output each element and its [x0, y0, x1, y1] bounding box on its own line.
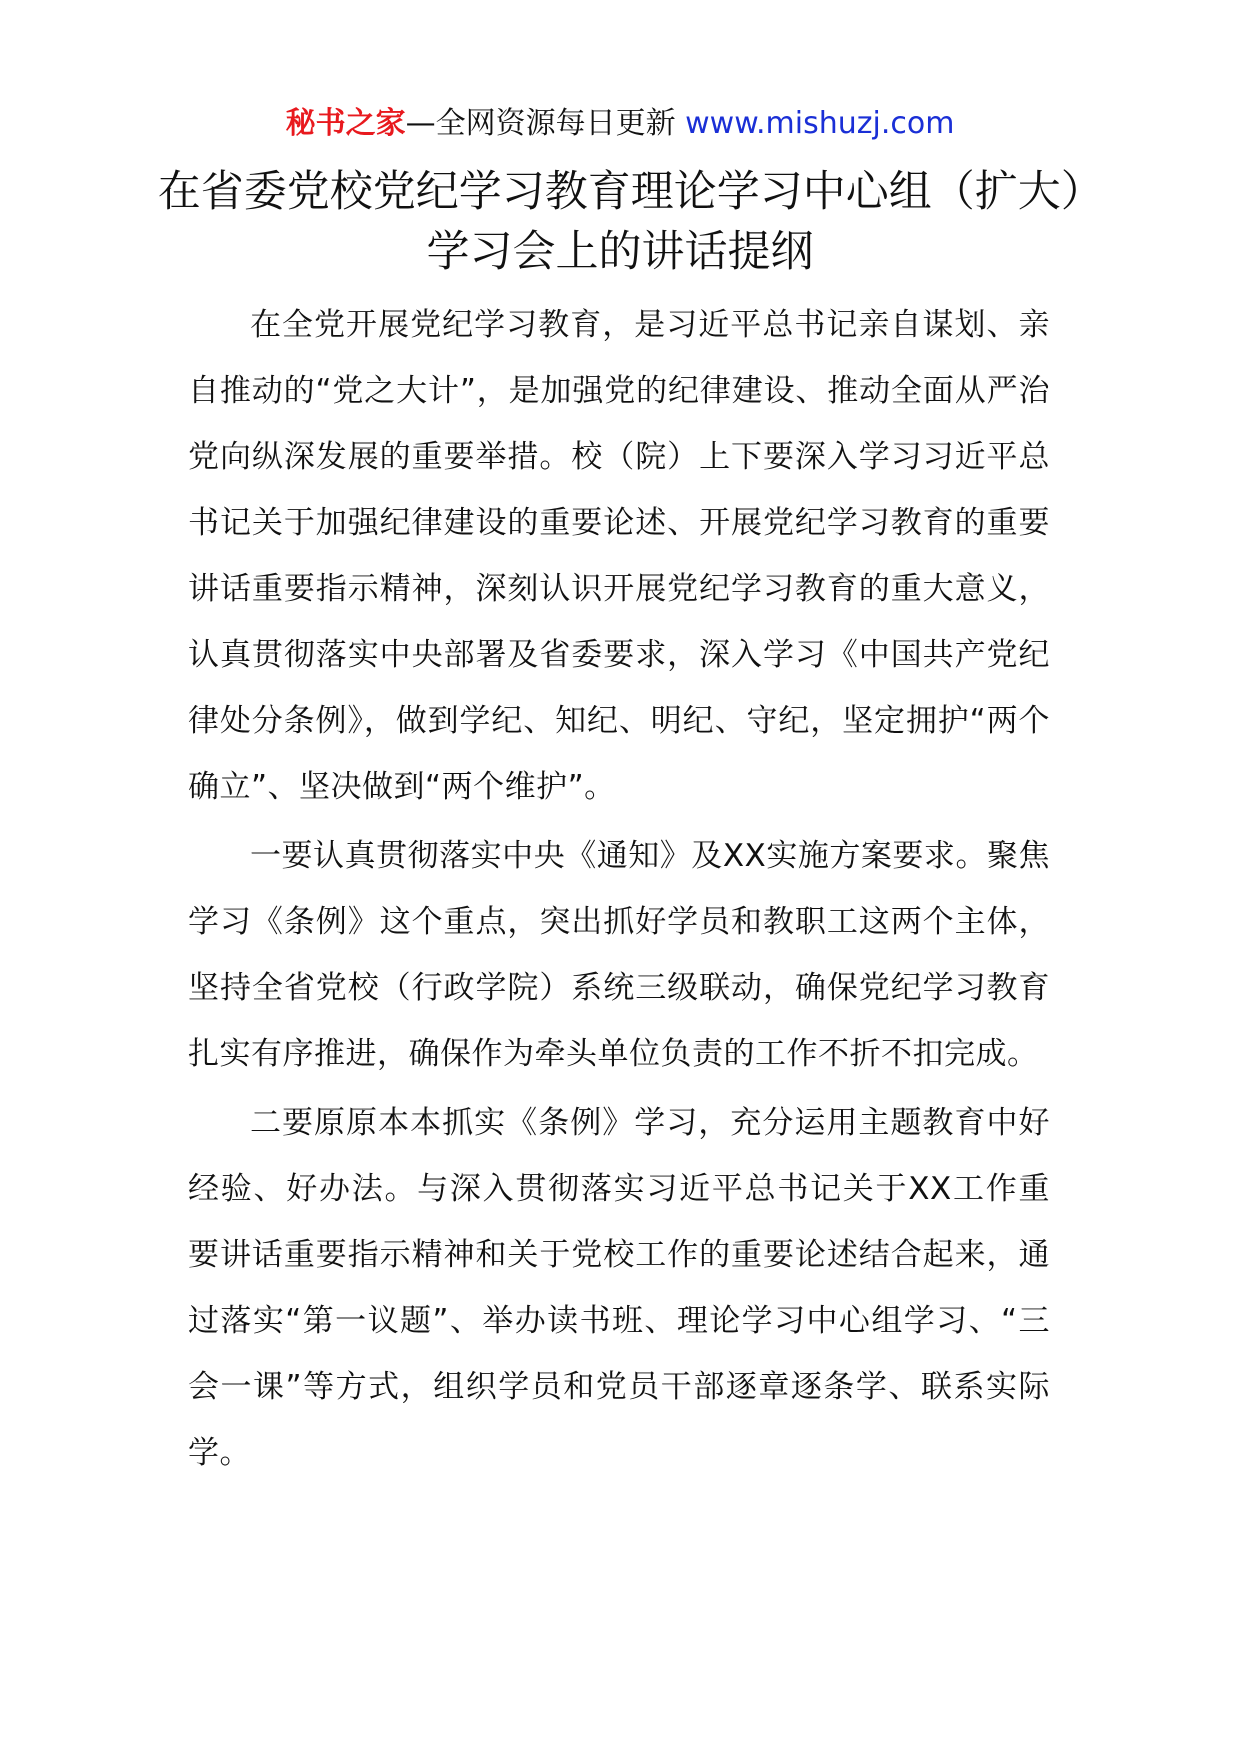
paragraph-point-one: 一要认真贯彻落实中央《通知》及XX实施方案要求。聚焦学习《条例》这个重点，突出抓好学员和教职工这两个主体，坚持全省党校（行政学院）系统三级联动，确保党纪学习教育扎实有序推进，确保作为牵头单位负责的工作不折不扣完成。 [188, 838, 1050, 1072]
paragraph-point-two: 二要原原本本抓实《条例》学习，充分运用主题教育中好经验、好办法。与深入贯彻落实习近平总书记关于XX工作重要讲话重要指示精神和关于党校工作的重要论述结合起来，通过落实“第一议题”、举办读书班、理论学习中心组学习、“三会一课”等方式，组织学员和党员干部逐章逐条学、联系实际学。 [188, 1105, 1050, 1471]
header-tagline: —全网资源每日更新 [405, 106, 686, 141]
site-header [0, 104, 1240, 144]
document-body [188, 292, 1050, 1489]
document-title: 在省委党校党纪学习教育理论学习中心组（扩大）学习会上的讲话提纲 [157, 167, 1083, 277]
paragraph-intro: 在全党开展党纪学习教育，是习近平总书记亲自谋划、亲自推动的“党之大计”，是加强党的纪律建设、推动全面从严治党向纵深发展的重要举措。校（院）上下要深入学习习近平总书记关于加强纪律建设的重要论述、开展党纪学习教育的重要讲话重要指示精神，深刻认识开展党纪学习教育的重大意义，认真贯彻落实中央部署及省委要求，深入学习《中国共产党纪律处分条例》，做到学纪、知纪、明纪、守纪，坚定拥护“两个确立”、坚决做到“两个维护”。 [188, 307, 1050, 805]
site-url-link[interactable]: www.mishuzj.com [685, 106, 955, 141]
brand-name: 秘书之家 [285, 106, 406, 141]
